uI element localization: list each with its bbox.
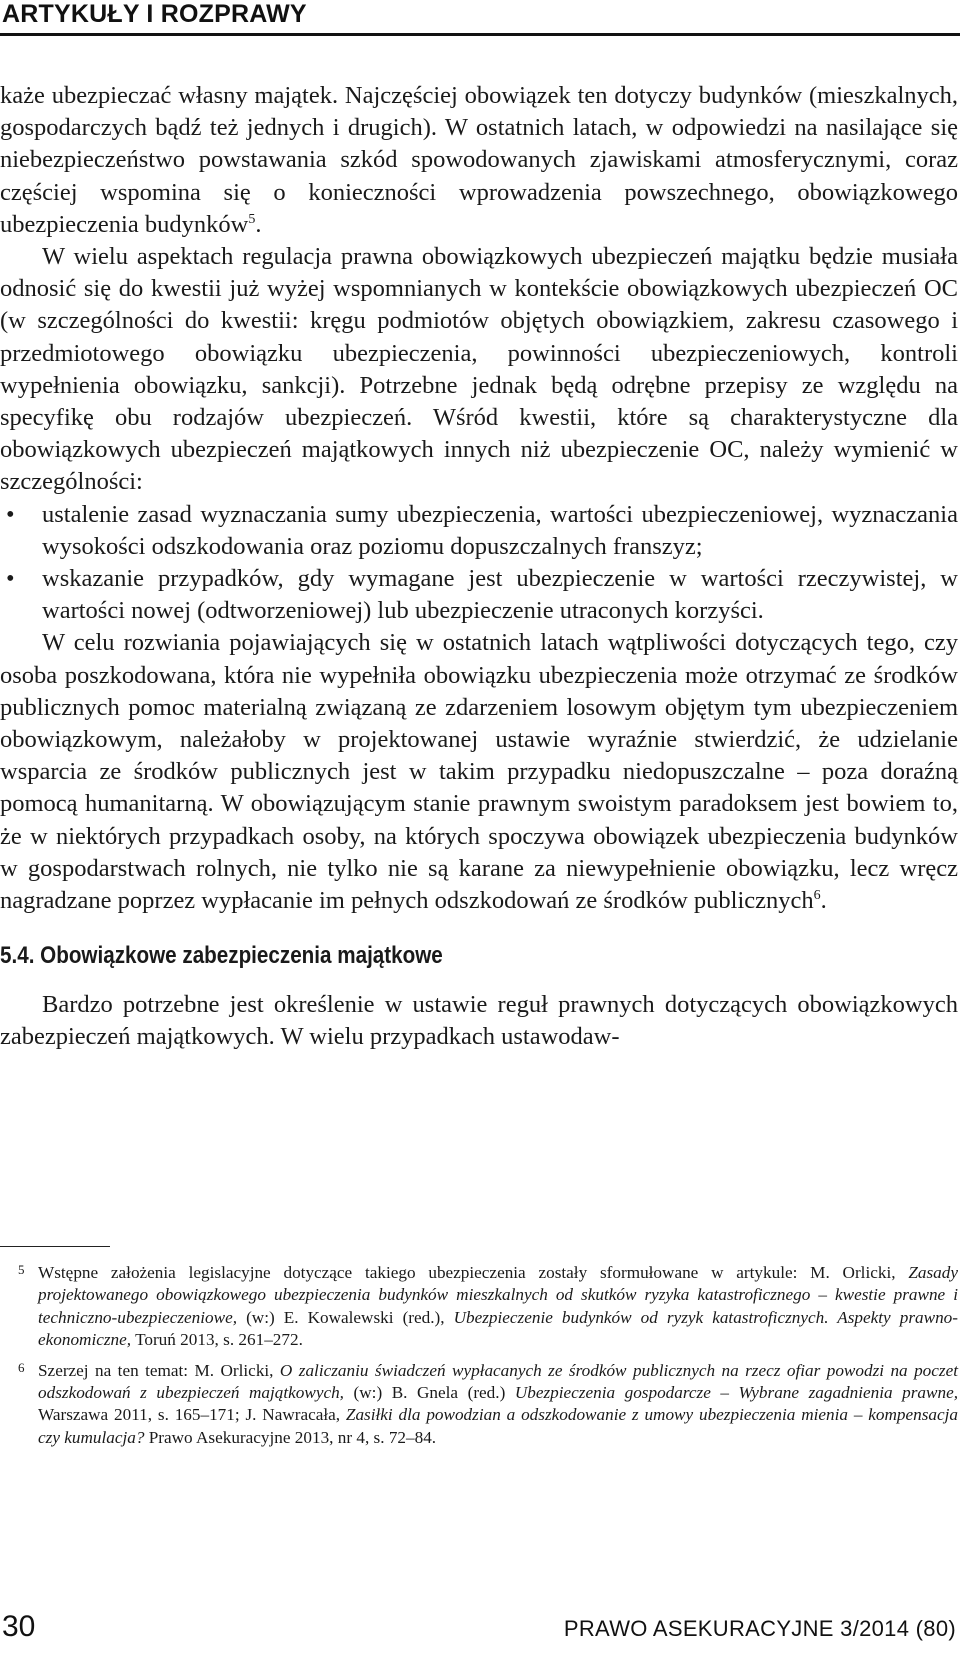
footnote-ref-6[interactable]: 6 [813, 888, 821, 904]
footnote-title: Zasiłki dla powodzian a odszkodowanie z umowy ubezpieczenia mienia – kompensacja czy kumulacja? [38, 1405, 958, 1447]
footnote-text: Szerzej na ten temat: M. Orlicki, [38, 1360, 280, 1380]
paragraph [0, 627, 958, 917]
paragraph-text: . [255, 210, 262, 238]
footnote-separator [0, 1246, 110, 1247]
footnote-ref-5[interactable]: 5 [248, 211, 256, 227]
paragraph: Bardzo potrzebne jest określenie w ustawie reguł prawnych dotyczących obowiązkowych zabezpieczeń majątkowych. W wielu przypadkach ustawodaw- [0, 991, 958, 1051]
running-header [0, 0, 960, 36]
footnote-title: Zasady projektowanego obowiązkowego ubezpieczenia budynków mieszkalnych od skutków ryzyka katastroficznego – kwestie prawne i techniczno-ubezpieczeniowe, [38, 1263, 958, 1327]
footnote-text: (w:) B. Gnela (red.) [343, 1383, 515, 1403]
footnote-number: 6 [18, 1359, 25, 1375]
footnote-title: Ubezpieczenia gospodarcze – Wybrane zagadnienia prawne, [514, 1383, 958, 1403]
section-heading: 5.4. Obowiązkowe zabezpieczenia majątkowe [0, 942, 443, 970]
list-item [0, 499, 958, 563]
paragraph: W wielu aspektach regulacja prawna obowiązkowych ubezpieczeń majątku będzie musiała odnosić się do kwestii już wyżej wspomnianych w kontekście obowiązkowych ubezpieczeń OC (w szczególności do kwestii: kręgu podmiotów objętych obowiązkiem, zakresu czasowego i przedmiotowego obowiązku ubezpieczenia, powinności ubezpieczeniowych, kontroli wypełnienia obowiązku, sankcji). Potrzebne jednak będą odrębne przepisy ze względu na specyfikę obu rodzajów ubezpieczeń. Wśród kwestii, które są charakterystyczne dla obowiązkowych ubezpieczeń majątkowych innych niż ubezpieczenie OC, należy wymienić w szczególności: [0, 243, 958, 496]
footnote-5 [0, 1262, 958, 1352]
footnote-title: O zaliczaniu świadczeń wypłacanych ze środków publicznych na rzecz ofiar powodzi na poczet odszkodowań z ubezpieczeń majątkowych, [38, 1360, 958, 1403]
list-item-text: ustalenie zasad wyznaczania sumy ubezpieczenia, wartości ubezpieczeniowej, wyznaczania wysokości odszkodowania oraz poziomu dopuszczalnych franszyz; [42, 500, 958, 560]
footnotes [0, 1262, 958, 1457]
footnote-number: 5 [18, 1262, 25, 1277]
paragraph [0, 80, 958, 241]
footnote-title: Ubezpieczenie budynków od ryzyk katastroficznych. Aspekty prawno-ekonomiczne, [38, 1307, 958, 1350]
bullet-list [0, 499, 958, 628]
list-item-text: wskazanie przypadków, gdy wymagane jest ubezpieczenie w wartości rzeczywistej, w wartości nowej (odtworzeniowej) lub ubezpieczenie utraconych korzyści. [42, 565, 958, 625]
footnote-text: Warszawa 2011, s. 165–171; J. Nawracała, [38, 1405, 346, 1425]
paragraph-text: . [820, 887, 827, 915]
paragraph-text: każe ubezpieczać własny majątek. Najczęściej obowiązek ten dotyczy budynków (mieszkalnych, gospodarczych bądź też jednych i drugich). W ostatnich latach, w odpowiedzi na nasilające się niebezpieczeństwo powstawania szkód spowodowanych zjawiskami atmosferycznymi, coraz częściej wspomina się o konieczności wprowadzenia powszechnego, obowiązkowego ubezpieczenia budynków [0, 82, 958, 238]
section-title: ARTYKUŁY I ROZPRAWY [2, 0, 307, 28]
bullet-icon: • [6, 565, 15, 593]
footnote-6 [0, 1360, 958, 1450]
paragraph-text: W celu rozwiania pojawiających się w ostatnich latach wątpliwości dotyczących tego, czy osoba poszkodowana, która nie wypełniła obowiązku ubezpieczenia może otrzymać ze środków publicznych pomoc materialną związaną ze zdarzeniem losowym objętym tym ubezpieczeniem obowiązkowym, należałoby w projektowanej ustawie wyraźnie stwierdzić, że udzielanie wsparcia ze środków publicznych jest w takim przypadku niedopuszczalne – poza doraźną pomocą humanitarną. W obowiązującym stanie prawnym swoistym paradoksem jest bowiem to, że w niektórych przypadkach osoby, na których spoczywa obowiązek ubezpieczenia budynków w gospodarstwach rolnych, nie tylko nie są karane za niewypełnienie obowiązku, lecz wręcz nagradzane poprzez wypłacanie im pełnych odszkodowań ze środków publicznych [0, 629, 958, 915]
footnote-text: Wstępne założenia legislacyjne dotyczące takiego ubezpieczenia zostały sformułowane w artykule: M. Orlicki, [38, 1263, 909, 1282]
list-item [0, 563, 958, 627]
footnote-text: (w:) E. Kowalewski (red.), [237, 1307, 454, 1327]
footnote-text: Toruń 2013, s. 261–272. [131, 1330, 303, 1350]
page-number: 30 [2, 1610, 36, 1643]
bullet-icon: • [6, 500, 15, 528]
page-footer [0, 1610, 960, 1650]
journal-name: PRAWO ASEKURACYJNE 3/2014 (80) [563, 1616, 956, 1641]
header-rule [0, 33, 960, 36]
body-text [0, 80, 958, 1054]
footnote-text: Prawo Asekuracyjne 2013, nr 4, s. 72–84. [144, 1427, 437, 1447]
